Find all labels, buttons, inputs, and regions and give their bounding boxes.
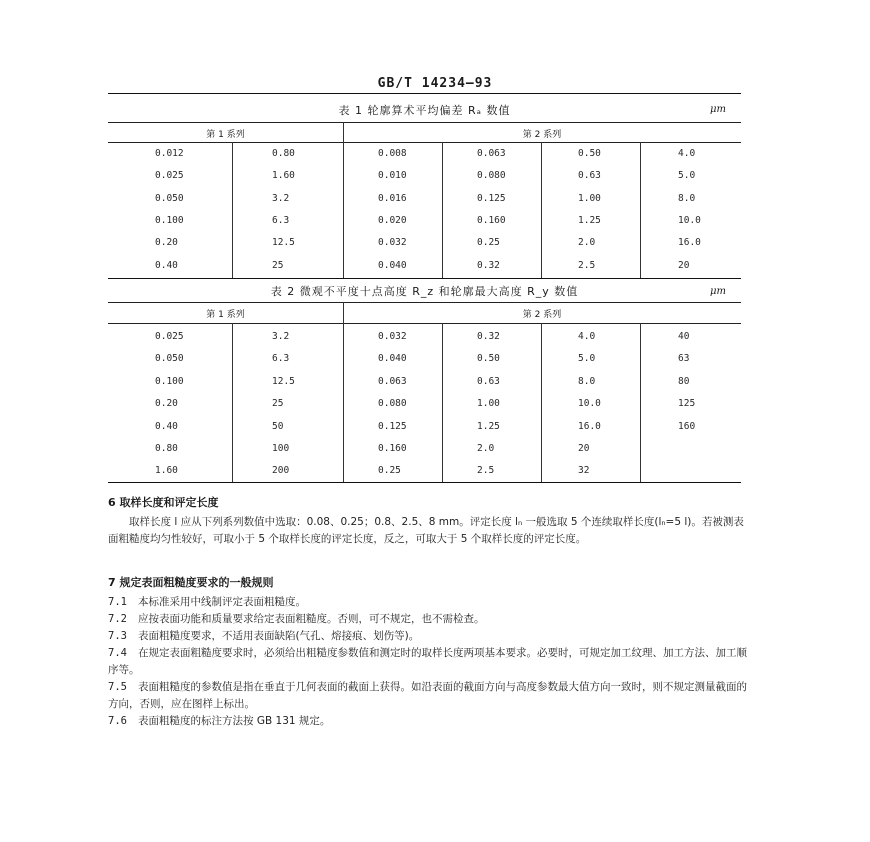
table-cell: 0.050 [155, 192, 184, 204]
table2-unit: μm [710, 286, 726, 297]
table-cell: 0.100 [155, 375, 184, 387]
table-cell: 63 [678, 353, 690, 365]
table-cell: 6.3 [272, 214, 290, 226]
table-cell: 3.2 [272, 192, 290, 204]
table-cell: 100 [272, 443, 290, 454]
table1-series2-header: 第 2 系列 [522, 130, 562, 140]
table-cell: 20 [578, 443, 590, 454]
table-cell: 5.0 [578, 353, 596, 365]
table-cell: 0.125 [477, 192, 506, 204]
table-cell: 0.40 [155, 259, 178, 271]
table2-col-divider [442, 323, 443, 482]
table-cell: 16.0 [578, 420, 601, 432]
table-cell: 200 [272, 465, 290, 477]
table1-caption: 表 1 轮廓算术平均偏差 Rₐ 数值 [338, 104, 511, 117]
table-cell: 80 [678, 375, 690, 387]
section6-title: 6 取样长度和评定长度 [108, 496, 219, 509]
table-cell: 1.00 [578, 192, 601, 204]
table-cell: 25 [272, 398, 284, 410]
table-cell: 6.3 [272, 353, 290, 365]
table-cell: 125 [678, 398, 696, 410]
section7-item [108, 611, 748, 628]
clause-number: 7.6 [108, 715, 127, 727]
table1-bottom-rule [108, 278, 741, 279]
table-cell: 4.0 [678, 148, 696, 159]
table-cell: 8.0 [678, 192, 696, 204]
table-cell: 0.80 [272, 148, 295, 159]
table-cell: 2.5 [477, 465, 495, 477]
clause-number: 7.3 [108, 630, 127, 642]
table-cell: 0.025 [155, 170, 184, 182]
table-cell: 0.125 [378, 420, 407, 432]
table-cell: 8.0 [578, 375, 596, 387]
table-cell: 2.0 [477, 443, 495, 454]
table-cell: 0.040 [378, 353, 407, 365]
table-cell: 0.50 [578, 148, 601, 159]
section7-item [108, 679, 748, 713]
table-cell: 0.063 [378, 375, 407, 387]
table2-col-divider [541, 323, 542, 482]
table-cell: 0.080 [378, 398, 407, 410]
table2-col-divider [232, 323, 233, 482]
table2-header-rule [108, 323, 741, 324]
section6-body: 取样长度 l 应从下列系列数值中选取：0.08、0.25；0.8、2.5、8 mm。评定长度 lₙ 一般选取 5 个连续取样长度(lₙ=5 l)。若被测表面粗糙度均匀性较好，可取小于 5 个取样长度的评定长度，反之，可取大于 5 个取样长度的评定长度。 [108, 516, 744, 545]
table-cell: 1.60 [272, 170, 295, 182]
table-cell: 0.32 [477, 259, 500, 271]
table-cell: 20 [678, 259, 690, 271]
table-cell: 0.32 [477, 331, 500, 342]
table-cell: 0.160 [477, 214, 506, 226]
table1-series1-header: 第 1 系列 [206, 130, 245, 140]
table-cell: 0.080 [477, 170, 506, 182]
table-cell: 16.0 [678, 237, 701, 249]
table-cell: 0.25 [378, 465, 401, 477]
clause-text: 在规定表面粗糙度要求时，必须给出粗糙度参数值和测定时的取样长度两项基本要求。必要时，可规定加工纹理、加工方法、加工顺序等。 [108, 647, 747, 676]
table-cell: 2.0 [578, 237, 596, 249]
table-cell: 0.016 [378, 192, 407, 204]
clause-number: 7.2 [108, 613, 127, 625]
table-cell: 0.040 [378, 259, 407, 271]
section7-item [108, 713, 748, 730]
table-cell: 0.40 [155, 420, 178, 432]
table2-col-divider [640, 323, 641, 482]
table1-caption-rule [108, 122, 741, 123]
section7-item [108, 594, 748, 611]
table2-caption-rule [108, 302, 741, 303]
table-cell: 25 [272, 259, 284, 271]
table-cell: 0.008 [378, 148, 407, 159]
table-cell: 40 [678, 331, 690, 342]
section7-title: 7 规定表面粗糙度要求的一般规则 [108, 576, 274, 589]
clause-text: 表面粗糙度的标注方法按 GB 131 规定。 [138, 715, 331, 727]
table-cell: 0.63 [578, 170, 601, 182]
table-cell: 32 [578, 465, 590, 477]
table-cell: 3.2 [272, 331, 290, 342]
table2-bottom-rule [108, 482, 741, 483]
table-cell: 12.5 [272, 375, 295, 387]
table-cell: 10.0 [578, 398, 601, 410]
table-cell: 0.80 [155, 443, 178, 454]
table1-col-divider [541, 142, 542, 278]
table-cell: 0.20 [155, 237, 178, 249]
table-cell: 2.5 [578, 259, 596, 271]
table-cell: 0.050 [155, 353, 184, 365]
table-cell: 1.60 [155, 465, 178, 477]
table-cell: 1.25 [477, 420, 500, 432]
table-cell: 0.020 [378, 214, 407, 226]
table-cell: 5.0 [678, 170, 696, 182]
clause-text: 本标准采用中线制评定表面粗糙度。 [138, 596, 306, 608]
table-cell: 0.160 [378, 443, 407, 454]
table1-unit: μm [710, 104, 726, 115]
table-cell: 0.20 [155, 398, 178, 410]
table1-col-divider [640, 142, 641, 278]
table-cell: 12.5 [272, 237, 295, 249]
clause-text: 应按表面功能和质量要求给定表面粗糙度。否则，可不规定，也不需检查。 [138, 613, 485, 625]
section7-item [108, 645, 748, 679]
table-cell: 10.0 [678, 214, 701, 226]
table-cell: 1.25 [578, 214, 601, 226]
table2-caption: 表 2 微观不平度十点高度 R_z 和轮廓最大高度 R_y 数值 [270, 285, 579, 298]
table-cell: 0.032 [378, 237, 407, 249]
table-cell: 50 [272, 420, 284, 432]
table-cell: 160 [678, 420, 696, 432]
section7-item [108, 628, 748, 645]
table2-series1-header: 第 1 系列 [206, 310, 245, 320]
table-cell: 4.0 [578, 331, 596, 342]
table-cell: 0.25 [477, 237, 500, 249]
table1-series-divider [343, 122, 344, 278]
table1-col-divider [442, 142, 443, 278]
table2-series-divider [343, 302, 344, 482]
clause-number: 7.4 [108, 647, 127, 659]
table2-series2-header: 第 2 系列 [522, 310, 562, 320]
clause-text: 表面粗糙度的参数值是指在垂直于几何表面的截面上获得。如沿表面的截面方向与高度参数最大值方向一致时，则不规定测量截面的方向，否则，应在图样上标出。 [108, 681, 747, 710]
table-cell: 1.00 [477, 398, 500, 410]
table-cell: 0.100 [155, 214, 184, 226]
table-cell: 0.50 [477, 353, 500, 365]
table-cell: 0.063 [477, 148, 506, 159]
table1-top-rule [108, 93, 741, 94]
clause-number: 7.5 [108, 681, 127, 693]
table-cell: 0.63 [477, 375, 500, 387]
table-cell: 0.010 [378, 170, 407, 182]
table-cell: 0.032 [378, 331, 407, 342]
clause-text: 表面粗糙度要求，不适用表面缺陷(气孔、熔接痕、划伤等)。 [138, 630, 420, 642]
table-cell: 0.012 [155, 148, 184, 159]
table-cell: 0.025 [155, 331, 184, 342]
standard-number-header: GB/T 14234—93 [377, 76, 493, 91]
clause-number: 7.1 [108, 596, 127, 608]
table1-header-rule [108, 142, 741, 143]
table1-col-divider [232, 142, 233, 278]
